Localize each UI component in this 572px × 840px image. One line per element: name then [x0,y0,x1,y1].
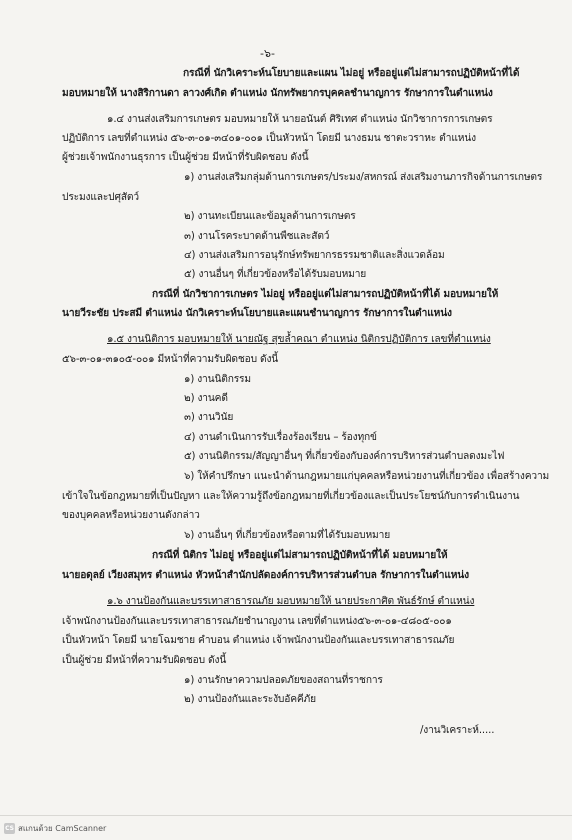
text-line: ๓) งานโรคระบาดด้านพืชและสัตว์ [184,231,330,242]
text-line: /งานวิเคราะห์..... [420,725,495,736]
text-line: กรณีที่ นิติกร ไม่อยู่ หรืออยู่แต่ไม่สามารถปฏิบัติหน้าที่ได้ มอบหมายให้ [152,550,448,561]
text-line: เจ้าพนักงานป้องกันและบรรเทาสาธารณภัยชำนาญงาน เลขที่ตำแหน่ง๕๖-๓-๐๑-๔๘๐๕-๐๐๑ [62,616,452,627]
scanner-footer [4,822,106,835]
text-line: ๑.๖ งานป้องกันและบรรเทาสาธารณภัย มอบหมายให้ นายประกาศิต พันธ์รักษ์ ตำแหน่ง [107,596,475,607]
text-line: นายอดุลย์ เวียงสมุทร ตำแหน่ง หัวหน้าสำนักปลัดองค์การบริหารส่วนตำบล รักษาการในตำแหน่ง [62,570,469,581]
text-line: กรณีที่ นักวิเคราะห์นโยบายและแผน ไม่อยู่ หรืออยู่แต่ไม่สามารถปฏิบัติหน้าที่ได้ [183,68,520,79]
scanner-footer-text: สแกนด้วย CamScanner [18,824,107,833]
text-line: ๒) งานป้องกันและระงับอัคคีภัย [184,694,316,705]
page-bottom-rule [0,815,572,816]
page-number: -๖- [260,47,275,60]
text-line: ๕๖-๓-๐๑-๓๑๐๕-๐๐๑ มีหน้าที่ความรับผิดชอบ ดังนี้ [62,354,279,365]
text-line: ๑) งานนิติกรรม [184,374,251,385]
text-line: ปฏิบัติการ เลขที่ตำแหน่ง ๕๖-๓-๐๑-๓๔๐๑-๐๐๑ เป็นหัวหน้า โดยมี นางธมน ชาตะวราหะ ตำแหน่ง [62,133,476,144]
text-line: ๕) งานอื่นๆ ที่เกี่ยวข้องหรือได้รับมอบหมาย [184,269,367,280]
text-line: ๕) งานนิติกรรม/สัญญาอื่นๆ ที่เกี่ยวข้องกับองค์การบริหารส่วนตำบลดงมะไฟ [184,451,505,462]
camscanner-logo-icon: CS [5,825,14,832]
text-line: ๑) งานส่งเสริมกลุ่มด้านการเกษตร/ประมง/สหกรณ์ ส่งเสริมงานภารกิจด้านการเกษตร [184,172,543,183]
text-line: ๔) งานส่งเสริมการอนุรักษ์ทรัพยากรธรรมชาติและสิ่งแวดล้อม [184,250,445,261]
text-line: ๑) งานรักษาความปลอดภัยของสถานที่ราชการ [184,675,383,686]
text-line: นายวีระชัย ประสมี ตำแหน่ง นักวิเคราะห์นโยบายและแผนชำนาญการ รักษาการในตำแหน่ง [62,308,452,319]
text-line: ๑.๕ งานนิติการ มอบหมายให้ นายณัฐ สุขล้ำคณา ตำแหน่ง นิติกรปฏิบัติการ เลขที่ตำแหน่ง [107,334,491,345]
text-line: ประมงและปศุสัตว์ [62,192,139,203]
text-line: ผู้ช่วยเจ้าพนักงานธุรการ เป็นผู้ช่วย มีหน้าที่รับผิดชอบ ดังนี้ [62,152,309,163]
text-line: กรณีที่ นักวิชาการเกษตร ไม่อยู่ หรืออยู่แต่ไม่สามารถปฏิบัติหน้าที่ได้ มอบหมายให้ [152,289,499,300]
text-line: เป็นผู้ช่วย มีหน้าที่ความรับผิดชอบ ดังนี้ [62,655,227,666]
text-line: ๓) งานวินัย [184,412,234,423]
text-line: ของบุคคลหรือหน่วยงานดังกล่าว [62,510,200,521]
text-line: เข้าใจในข้อกฎหมายที่เป็นปัญหา และให้ความรู้ถึงข้อกฎหมายที่เกี่ยวข้องและเป็นประโยชน์กับการดำเนินงาน [62,491,520,502]
text-line: ๖) งานอื่นๆ ที่เกี่ยวข้องหรือตามที่ได้รับมอบหมาย [184,530,391,541]
text-line: เป็นหัวหน้า โดยมี นายโฉมชาย คำบอน ตำแหน่ง เจ้าพนักงานป้องกันและบรรเทาสาธารณภัย [62,635,455,646]
text-line: มอบหมายให้ นางสิริกานดา ลาวงศ์เกิด ตำแหน่ง นักทรัพยากรบุคคลชำนาญการ รักษาการในตำแหน่ง [62,88,493,99]
text-line: ๑.๔ งานส่งเสริมการเกษตร มอบหมายให้ นายอนันต์ ศิริเทศ ตำแหน่ง นักวิชาการการเกษตร [107,114,493,125]
text-line: ๒) งานคดี [184,393,228,404]
text-line: ๖) ให้คำปรึกษา แนะนำด้านกฎหมายแก่บุคคลหรือหน่วยงานที่เกี่ยวข้อง เพื่อสร้างความ [184,471,550,482]
text-line: ๒) งานทะเบียนและข้อมูลด้านการเกษตร [184,211,356,222]
text-line: ๔) งานดำเนินการรับเรื่องร้องเรียน – ร้องทุกข์ [184,432,377,443]
